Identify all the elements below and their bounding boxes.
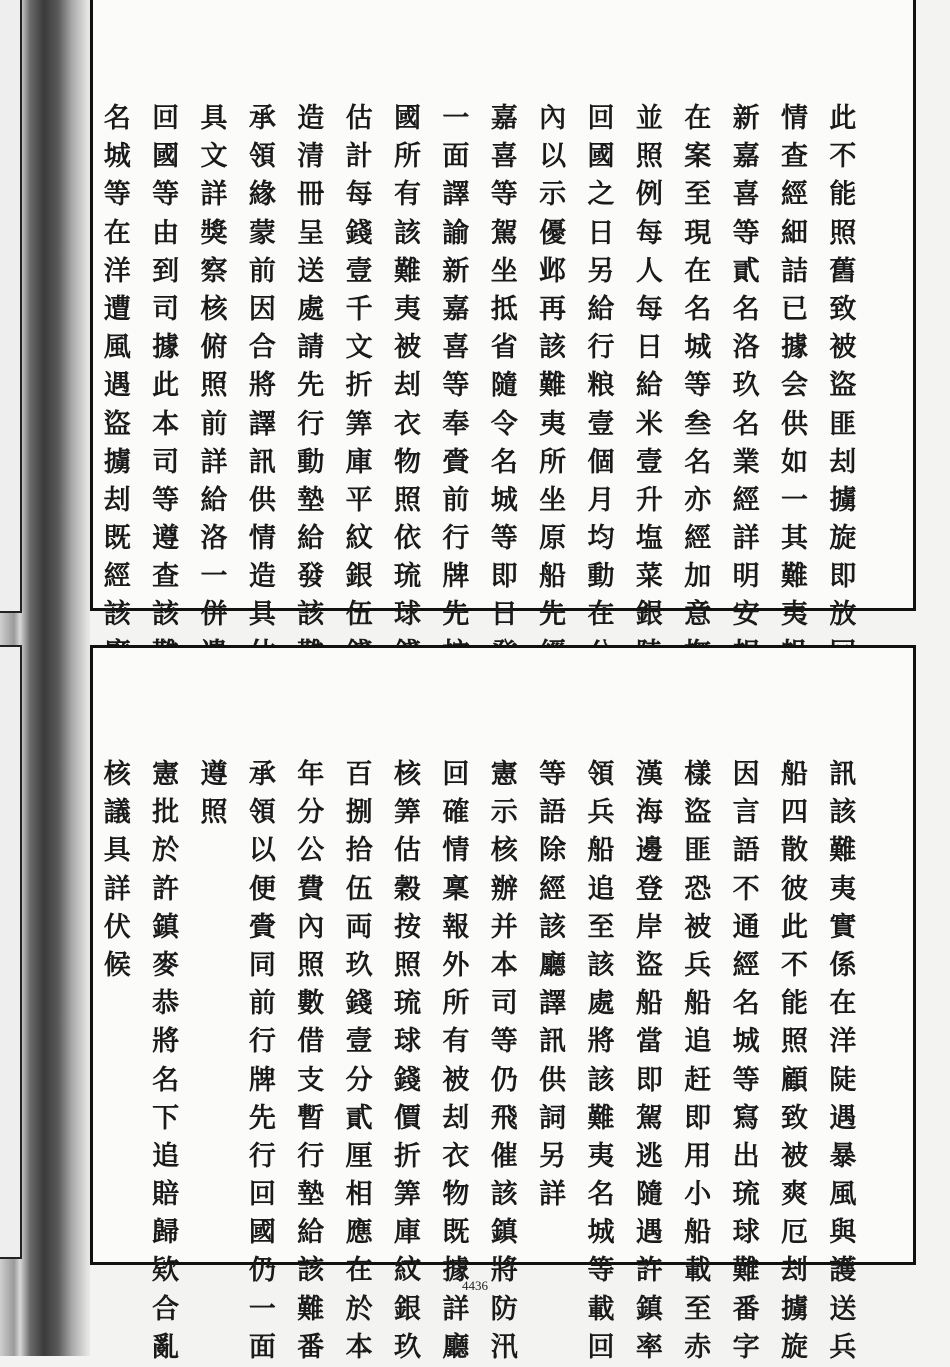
text-column: 年 分 公 費 內 照 數 借 支 暫 行 墊 給 該 難 番 (297, 759, 325, 1363)
text-column: 嘉 喜 等 駕 坐 抵 省 隨 令 名 城 等 即 日 (490, 103, 518, 631)
text-column: 新 嘉 喜 等 貳 名 洛 玖 名 業 經 詳 明 安 (732, 103, 760, 631)
text-column: 核 筭 估 穀 按 照 琉 球 錢 價 折 筭 庫 紋 銀 玖 (393, 759, 421, 1363)
text-column: 名 城 等 在 洋 遭 風 遇 盜 擄 刦 既 經 該 (103, 103, 131, 631)
text-column: 承 領 緣 蒙 前 因 合 將 譯 訊 供 情 造 具 (248, 103, 276, 631)
text-column: 船 四 散 彼 此 不 能 照 顧 致 被 爽 厄 刦 擄 旋 (780, 759, 808, 1363)
facing-page-edge (0, 0, 22, 613)
text-column: 具 文 詳 獎 察 核 俯 照 前 詳 給 洛 一 併 (200, 103, 228, 631)
text-column: 憲 示 核 辦 并 本 司 等 仍 飛 催 該 鎮 將 防 汛 (490, 759, 518, 1363)
text-column: 此 不 能 照 舊 致 被 盜 匪 刦 擄 旋 即 放 (829, 103, 857, 631)
text-column: 造 清 冊 呈 送 處 請 先 行 動 墊 給 發 該 (297, 103, 325, 631)
text-column: 遵 照 (200, 759, 228, 829)
text-column: 因 言 語 不 通 經 名 城 等 寫 出 琉 球 難 番 字 (732, 759, 760, 1363)
text-column: 樣 盜 匪 恐 被 兵 船 追 赶 即 用 小 船 載 至 赤 (684, 759, 712, 1363)
text-column: 並 照 例 每 人 每 日 給 米 壹 升 塩 菜 銀 (635, 103, 663, 631)
text-column: 回 確 情 稟 報 外 所 有 被 刦 衣 物 既 據 詳 廳 (442, 759, 470, 1363)
page-number: 4436 (462, 1278, 488, 1293)
text-column: 內 以 示 優 邺 再 該 難 夷 所 坐 原 船 先 (539, 103, 567, 631)
text-column: 憲 批 於 許 鎮 麥 恭 將 名 下 追 賠 歸 欵 合 亂 (152, 759, 180, 1363)
facing-page-edge (0, 645, 22, 1259)
text-column: 領 兵 船 追 至 該 處 將 該 難 夷 名 城 等 載 回 (587, 759, 615, 1363)
text-column: 訊 該 難 夷 實 係 在 洋 陡 遇 暴 風 與 護 送 兵 (829, 759, 857, 1363)
top-text-panel (90, 0, 916, 631)
text-column: 等 語 除 經 該 廳 譯 訊 供 詞 另 詳 (539, 759, 567, 1211)
text-column: 情 查 經 細 詰 已 據 会 供 如 一 其 難 夷 (780, 103, 808, 631)
text-column: 在 案 至 現 在 名 城 等 叁 名 亦 經 加 意 (684, 103, 712, 631)
text-column: 百 捌 拾 伍 両 玖 錢 壹 分 貳 厘 相 應 在 於 本 (345, 759, 373, 1363)
text-column: 承 領 以 便 賫 同 前 行 牌 先 行 回 國 仍 一 面 (248, 759, 276, 1363)
top-text-columns (93, 0, 913, 631)
text-column: 國 所 有 該 難 夷 被 刦 衣 物 照 依 琉 球 (393, 103, 421, 631)
text-column: 漢 海 邊 登 岸 盜 船 當 即 駕 逃 隨 遇 許 鎮 率 (635, 759, 663, 1363)
text-column: 一 面 譯 諭 新 嘉 喜 等 奉 賫 前 行 牌 先 (442, 103, 470, 631)
text-column: 估 計 每 錢 壹 千 文 折 筭 庫 平 紋 銀 伍 (345, 103, 373, 631)
text-column: 回 國 之 日 另 給 行 粮 壹 個 月 均 動 在 (587, 103, 615, 631)
text-column: 核 議 具 詳 伏 候 (103, 759, 131, 981)
text-column: 回 國 等 由 到 司 據 此 本 司 等 遵 查 該 (152, 103, 180, 631)
